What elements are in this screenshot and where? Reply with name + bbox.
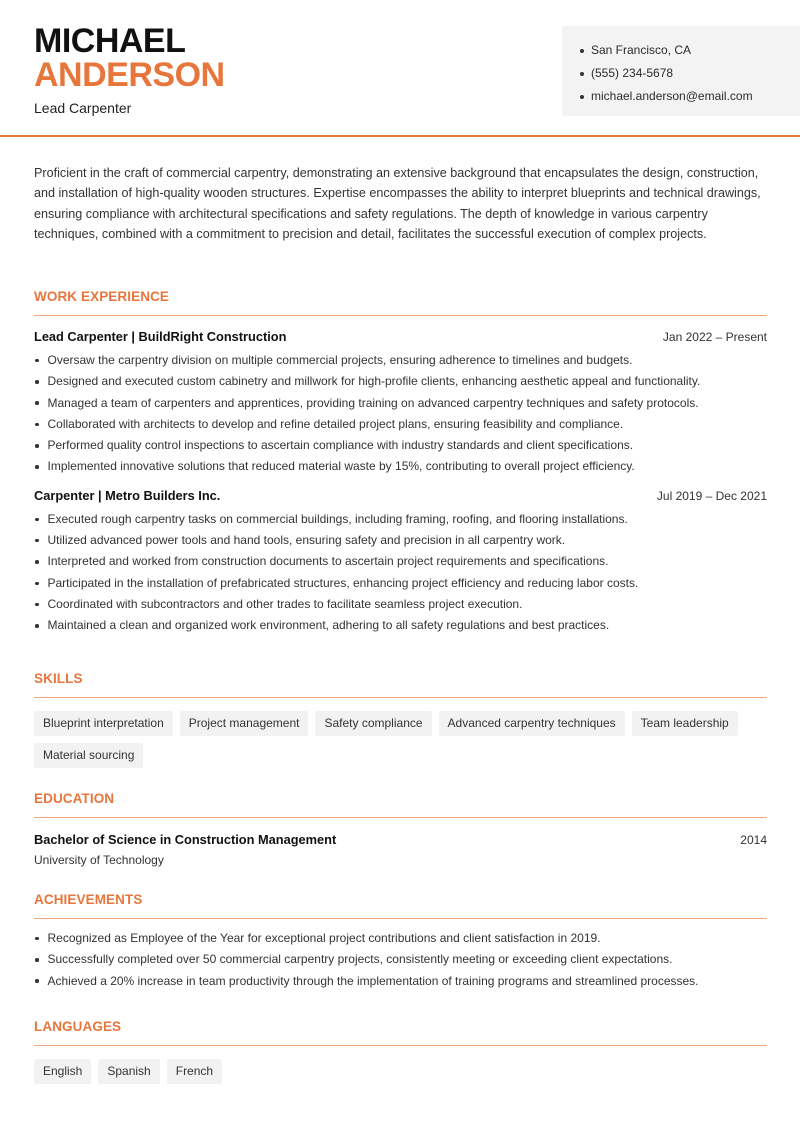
- skill-chip: Blueprint interpretation: [34, 711, 173, 736]
- achievement-list: [34, 928, 767, 992]
- list-item: Successfully completed over 50 commercial carpentry projects, consistently meeting or exceeding client expectations.: [34, 949, 767, 970]
- degree: Bachelor of Science in Construction Management: [34, 832, 337, 847]
- list-item: Participated in the installation of prefabricated structures, enhancing project efficiency and reducing labor costs.: [34, 573, 767, 594]
- bullet-icon: [35, 359, 39, 363]
- language-chips: [34, 1059, 767, 1084]
- bullet-icon: [35, 979, 39, 983]
- section-title: EDUCATION: [34, 790, 767, 818]
- bullet-icon: [35, 603, 39, 607]
- skill-chip: Material sourcing: [34, 743, 143, 768]
- bullet-icon: [35, 423, 39, 427]
- job-heading: Lead Carpenter | BuildRight Construction: [34, 329, 287, 344]
- list-item: Achieved a 20% increase in team productivity through the implementation of training programs and streamlined processes.: [34, 971, 767, 992]
- section-title: WORK EXPERIENCE: [34, 288, 767, 316]
- job-header: [34, 488, 767, 503]
- section-title: LANGUAGES: [34, 1018, 767, 1046]
- list-item: Coordinated with subcontractors and other trades to facilitate seamless project execution.: [34, 594, 767, 615]
- contact-box: [562, 26, 800, 116]
- language-chip: English: [34, 1059, 91, 1084]
- skills-chips: [34, 711, 767, 768]
- list-item: Collaborated with architects to develop and refine detailed project plans, ensuring feasibility and compliance.: [34, 414, 767, 435]
- job-bullets: [34, 509, 767, 637]
- list-item: Maintained a clean and organized work environment, adhering to all safety regulations and best practices.: [34, 615, 767, 636]
- bullet-icon: [35, 539, 39, 543]
- list-item: Oversaw the carpentry division on multiple commercial projects, ensuring adherence to timelines and budgets.: [34, 350, 767, 371]
- skill-chip: Team leadership: [632, 711, 738, 736]
- education-header: [34, 832, 767, 847]
- skill-chip: Project management: [180, 711, 309, 736]
- job-dates: Jul 2019 – Dec 2021: [656, 488, 767, 503]
- section-title: ACHIEVEMENTS: [34, 891, 767, 919]
- bullet-icon: [580, 72, 584, 76]
- first-name: MICHAEL: [34, 22, 186, 60]
- bullet-icon: [35, 380, 39, 384]
- list-item: Performed quality control inspections to ascertain compliance with industry standards and client specifications.: [34, 435, 767, 456]
- languages-section: [34, 1018, 767, 1084]
- contact-phone: (555) 234-5678: [580, 62, 800, 85]
- bullet-icon: [35, 465, 39, 469]
- contact-email: michael.anderson@email.com: [580, 85, 800, 108]
- bullet-icon: [35, 401, 39, 405]
- education-section: [34, 790, 767, 867]
- language-chip: French: [167, 1059, 222, 1084]
- list-item: Interpreted and worked from construction documents to ascertain project requirements and specifications.: [34, 551, 767, 572]
- job-header: [34, 329, 767, 344]
- graduation-year: 2014: [740, 833, 767, 847]
- job-title: Lead Carpenter: [34, 100, 132, 116]
- school-name: University of Technology: [34, 853, 164, 867]
- bullet-icon: [35, 624, 39, 628]
- bullet-icon: [35, 518, 39, 522]
- bullet-icon: [35, 958, 39, 962]
- list-item: Managed a team of carpenters and apprentices, providing training on advanced carpentry techniques and safety protocols.: [34, 393, 767, 414]
- list-item: Implemented innovative solutions that reduced material waste by 15%, contributing to overall project efficiency.: [34, 456, 767, 477]
- contact-location: San Francisco, CA: [580, 39, 800, 62]
- bullet-icon: [35, 444, 39, 448]
- job-heading: Carpenter | Metro Builders Inc.: [34, 487, 221, 503]
- section-title: SKILLS: [34, 670, 767, 698]
- job-dates: Jan 2022 – Present: [662, 330, 767, 344]
- skill-chip: Safety compliance: [315, 711, 431, 736]
- list-item: Recognized as Employee of the Year for exceptional project contributions and client satisfaction in 2019.: [34, 928, 767, 949]
- bullet-icon: [35, 937, 39, 941]
- work-experience-section: [34, 288, 767, 637]
- achievements-section: [34, 891, 767, 992]
- last-name: ANDERSON: [34, 56, 225, 94]
- bullet-icon: [35, 560, 39, 564]
- skills-section: [34, 670, 767, 768]
- resume-header: [0, 0, 800, 137]
- language-chip: Spanish: [98, 1059, 159, 1084]
- list-item: Executed rough carpentry tasks on commercial buildings, including framing, roofing, and flooring installations.: [34, 509, 767, 530]
- skill-chip: Advanced carpentry techniques: [439, 711, 625, 736]
- list-item: Utilized advanced power tools and hand tools, ensuring safety and precision in all carpentry work.: [34, 530, 767, 551]
- job-bullets: [34, 350, 767, 478]
- bullet-icon: [35, 582, 39, 586]
- bullet-icon: [580, 95, 584, 99]
- list-item: Designed and executed custom cabinetry and millwork for high-profile clients, enhancing aesthetic appeal and functionality.: [34, 371, 767, 392]
- bullet-icon: [580, 49, 584, 53]
- summary-paragraph: Proficient in the craft of commercial carpentry, demonstrating an extensive background that encapsulates the design, construction, and installation of high-quality wooden structures. Expertise encompasses the ability to interpret blueprints and technical drawings, ensuring compliance with architectural specifications and safety regulations. The depth of knowledge in various carpentry techniques, combined with a commitment to precision and detail, facilitates the successful execution of complex projects.: [34, 166, 761, 242]
